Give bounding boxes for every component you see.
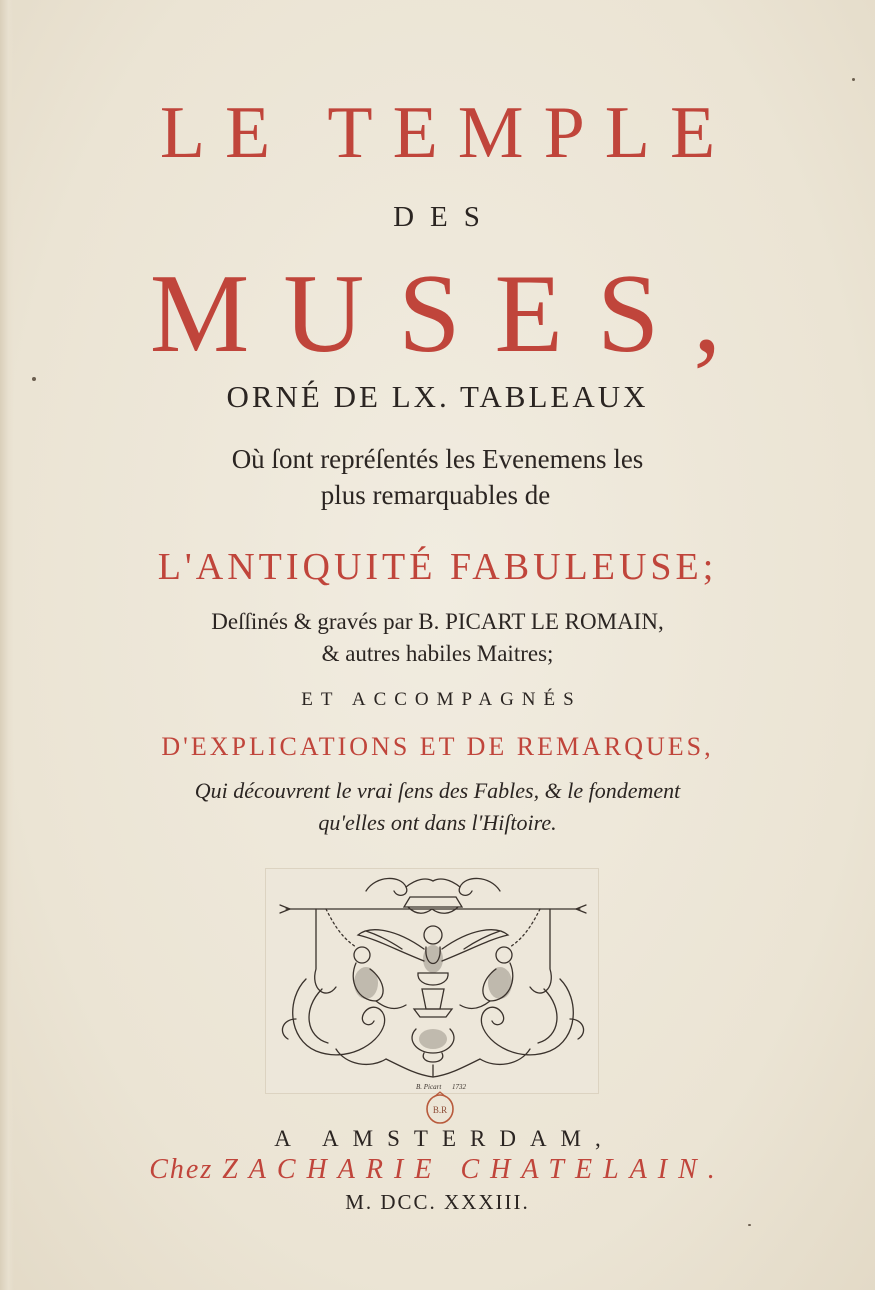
vignette-signature: B. Picart — [416, 1083, 442, 1091]
paper-speck — [748, 1224, 751, 1226]
qui-line1: Qui découvrent le vrai ſens des Fables, & le fondement — [194, 778, 681, 803]
imprint-date: M. DCC. XXXIII. — [345, 1190, 530, 1214]
title-line-muses: MUSES, — [149, 252, 756, 376]
stamp-text: B.R — [432, 1105, 448, 1115]
imprint-publisher: ZACHARIE CHATELAIN. — [222, 1154, 726, 1185]
vignette-year: 1732 — [452, 1083, 466, 1091]
subtitle-antiquite: L'ANTIQUITÉ FABULEUSE; — [157, 546, 718, 588]
paper-speck — [852, 78, 855, 81]
engraved-vignette — [265, 868, 599, 1094]
imprint-chez: Chez — [149, 1154, 214, 1185]
imprint-publisher-line — [0, 1156, 875, 1184]
title-line-le-temple: LE TEMPLE — [159, 92, 736, 174]
library-stamp — [424, 1089, 456, 1125]
vignette-illustration — [266, 869, 600, 1095]
explications-line: D'EXPLICATIONS ET DE REMARQUES, — [161, 732, 714, 761]
accompagnes-line: ET ACCOMPAGNÉS — [301, 689, 582, 710]
qui-line2: qu'elles ont dans l'Hiſtoire. — [318, 810, 557, 835]
imprint-place: A AMSTERDAM, — [274, 1126, 615, 1151]
engraver-line1: Deſſinés & gravés par B. PICART LE ROMAIN, — [211, 609, 664, 634]
subtitle-ou-line2: plus remarquables de — [320, 480, 551, 510]
subtitle-ou-line1: Où ſont repréſentés les Evenemens les — [231, 444, 644, 474]
engraver-line2: & autres habiles Maitres; — [321, 641, 554, 666]
title-line-des: DES — [393, 201, 496, 233]
subtitle-orne: ORNÉ DE LX. TABLEAUX — [226, 379, 649, 414]
paper-speck — [32, 377, 36, 381]
